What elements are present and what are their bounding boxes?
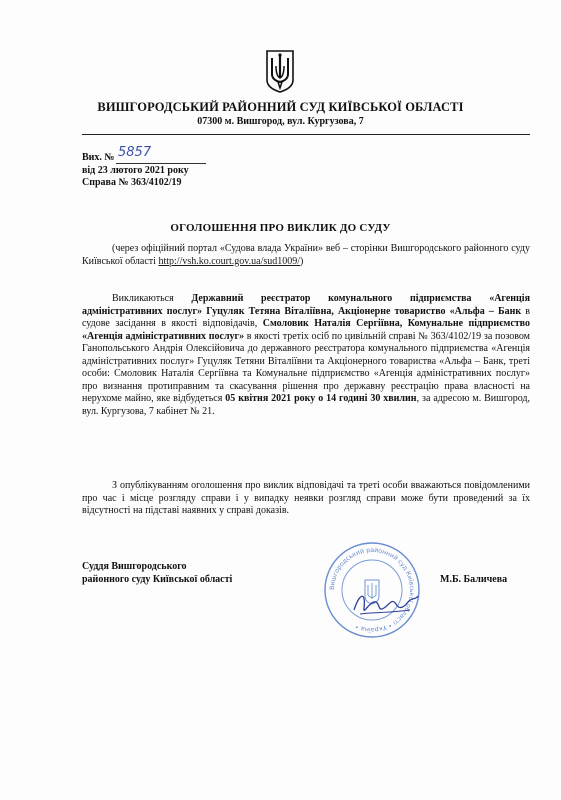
court-name: ВИШГОРОДСЬКИЙ РАЙОННИЙ СУД КИЇВСЬКОЇ ОБЛАСТІ [97,100,464,114]
outgoing-label: Вих. № [82,152,115,163]
outgoing-number-underline [116,163,206,164]
case-number: Справа № 363/4102/19 [82,177,182,188]
outgoing-number-line [82,145,189,165]
court-website-link[interactable]: http://vsh.ko.court.gov.ua/sud1009/ [158,255,301,267]
summons-text-1: Викликаються [112,293,192,304]
header-divider [82,134,530,135]
publication-paragraph [82,480,530,518]
document-date: від 23 лютого 2021 року [82,165,189,176]
summons-text-4: , за адресою м. Вишгород, вул. Кургузова, 7 кабінет № 21. [82,393,531,417]
judge-signature [350,586,422,620]
defendants-names: Державний реєстратор комунального підприємства «Агенція адміністративних послуг» Гуцуляк Тетяна Віталіївна, Акціонерне товариство «Альфа – Банк [82,293,530,317]
portal-note-close: ) [300,255,304,267]
announcement-title: ОГОЛОШЕННЯ ПРО ВИКЛИК ДО СУДУ [170,222,391,234]
portal-note-text: (через офіційний портал «Судова влада України» веб – сторінки Вишгородського районного суду Київської області [82,243,530,267]
publication-text: З опублікуванням оголошення про виклик відповідачі та треті особи вважаються повідомленими про час і місце розгляду справи і у випадку неявки розгляд справи може бути проведений за їх відсутності на підставі наявних у справі доказів. [82,480,530,516]
outgoing-number-handwritten: 5857 [118,145,152,160]
hearing-datetime: 05 квітня 2021 року о 14 годині 30 хвилин [225,393,417,404]
judge-name: М.Б. Баличева [440,574,508,585]
document-meta [82,145,189,189]
portal-note-paragraph [82,243,530,268]
judge-title-line-1: Суддя Вишгородського [82,561,187,572]
third-parties-names: Смоловик Наталія Сергіївна, Комунальне підприємство «Агенція адміністративних послуг» [82,318,531,342]
coat-of-arms-icon [264,48,296,94]
court-address: 07300 м. Вишгород, вул. Кургузова, 7 [197,116,364,127]
seal-text: Вишгородський районний суд Київської області • Україна • [328,546,416,634]
judge-title-line-2: районного суду Київської області [82,574,233,585]
summons-paragraph [82,293,530,418]
judge-title [82,560,232,586]
summons-text-3: в якості третіх осіб по цивільній справі № 363/4102/19 за позовом Ганопольського Андрія Олексійовича до державного реєстратора комунального підприємства «Агенція адміністративних послуг» Гуцуляк Тетяни Віталіївни та Акціонерного товариства «Альфа – Банк, треті особи: Смоловик Наталія Сергіївна та Комунальне підприємство «Агенція адміністративних послуг» про визнання протиправним та скасування рішення про державну реєстрацію права власності на нерухоме майно, яке відбудеться [82,330,530,404]
summons-text-2: в судове засідання в якості відповідачів, [82,305,530,329]
